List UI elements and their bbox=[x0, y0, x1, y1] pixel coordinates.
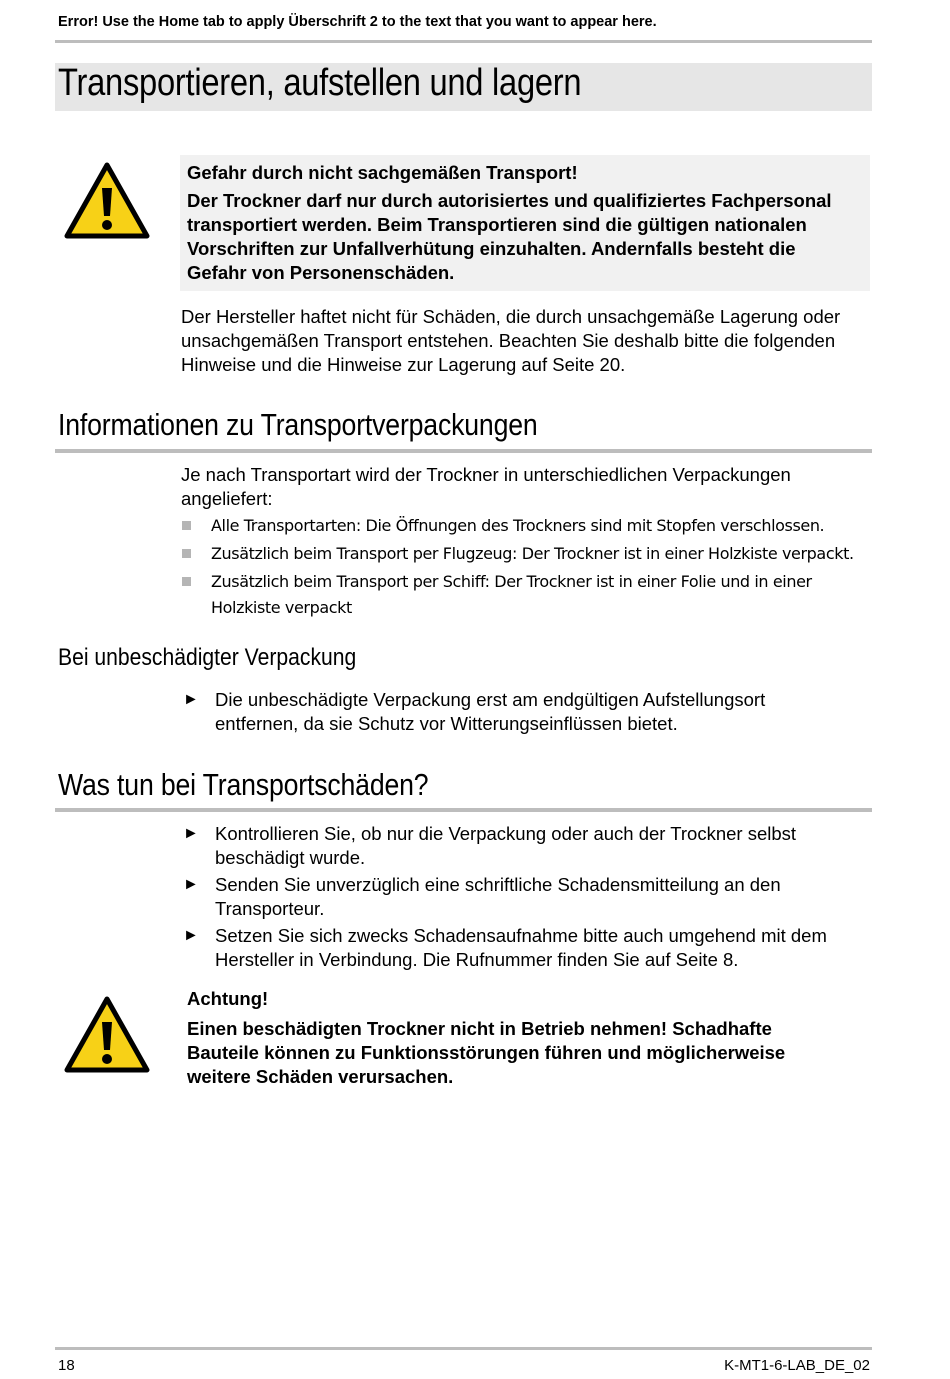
arrow-right-icon: ► bbox=[183, 927, 199, 944]
warning-line: Einen beschädigten Trockner nicht in Betrieb nehmen! Schadhafte bbox=[187, 1018, 772, 1039]
warning-line: Vorschriften zur Unfallverhütung einzuhalten. Andernfalls besteht die bbox=[187, 238, 796, 259]
heading-undamaged: Bei unbeschädigter Verpackung bbox=[58, 644, 357, 671]
bullet-square-icon bbox=[182, 549, 191, 558]
packaging-list bbox=[181, 513, 871, 623]
list-item: Zusätzlich beim Transport per Flugzeug: Der Trockner ist in einer Holzkiste verpackt. bbox=[181, 541, 871, 567]
list-item: ► Senden Sie unverzüglich eine schriftliche Schadensmitteilung an den Transporteur. bbox=[183, 874, 781, 919]
page-title: Transportieren, aufstellen und lagern bbox=[58, 62, 582, 104]
running-header: Error! Use the Home tab to apply Überschrift 2 to the text that you want to appear here. bbox=[58, 14, 657, 30]
warning-line: transportiert werden. Beim Transportieren sind die gültigen nationalen bbox=[187, 214, 807, 235]
warning-line: Bauteile können zu Funktionsstörungen führen und möglicherweise bbox=[187, 1042, 786, 1063]
page-number: 18 bbox=[58, 1357, 75, 1374]
warning-text bbox=[187, 189, 867, 285]
bullet-square-icon bbox=[182, 521, 191, 530]
undamaged-list bbox=[181, 688, 871, 739]
paragraph-line: Hinweise und die Hinweise zur Lagerung auf Seite 20. bbox=[181, 354, 626, 375]
paragraph-line: angeliefert: bbox=[181, 488, 273, 509]
damage-list bbox=[181, 822, 871, 975]
warning-line: weitere Schäden verursachen. bbox=[187, 1066, 454, 1087]
warning-triangle-icon bbox=[64, 162, 150, 240]
packaging-intro bbox=[181, 463, 871, 511]
arrow-right-icon: ► bbox=[183, 691, 199, 708]
paragraph-line: Je nach Transportart wird der Trockner in unterschiedlichen Verpackungen bbox=[181, 464, 791, 485]
heading-packaging: Informationen zu Transportverpackungen bbox=[58, 407, 538, 442]
list-item: ► Setzen Sie sich zwecks Schadensaufnahme bitte auch umgehend mit dem Hersteller in Verbindung. Die Rufnummer finden Sie auf Seite 8. bbox=[183, 925, 827, 970]
warning-triangle-icon bbox=[64, 996, 150, 1074]
list-item: ► Kontrollieren Sie, ob nur die Verpackung oder auch der Trockner selbst beschädigt wurde. bbox=[183, 823, 797, 868]
attention-title: Achtung! bbox=[187, 988, 269, 1009]
attention-text bbox=[187, 1017, 867, 1089]
bullet-square-icon bbox=[182, 577, 191, 586]
arrow-right-icon: ► bbox=[183, 876, 199, 893]
list-item: Alle Transportarten: Die Öffnungen des Trockners sind mit Stopfen verschlossen. bbox=[181, 513, 871, 539]
document-code: K-MT1-6-LAB_DE_02 bbox=[724, 1357, 870, 1374]
warning-line: Der Trockner darf nur durch autorisiertes und qualifiziertes Fachpersonal bbox=[187, 190, 832, 211]
paragraph-line: Der Hersteller haftet nicht für Schäden, die durch unsachgemäße Lagerung oder bbox=[181, 306, 841, 327]
section-rule bbox=[55, 449, 872, 453]
paragraph-line: unsachgemäßen Transport entstehen. Beachten Sie deshalb bitte die folgenden bbox=[181, 330, 836, 351]
heading-damage: Was tun bei Transportschäden? bbox=[58, 767, 429, 802]
footer-rule bbox=[55, 1347, 872, 1350]
intro-paragraph bbox=[181, 305, 871, 377]
section-rule bbox=[55, 808, 872, 812]
list-item: Zusätzlich beim Transport per Schiff: Der Trockner ist in einer Folie und in einer Holzkiste verpackt bbox=[181, 569, 851, 621]
warning-line: Gefahr von Personenschäden. bbox=[187, 262, 455, 283]
header-rule bbox=[55, 40, 872, 43]
warning-title: Gefahr durch nicht sachgemäßen Transport! bbox=[187, 162, 578, 183]
arrow-right-icon: ► bbox=[183, 825, 199, 842]
list-item: ► Die unbeschädigte Verpackung erst am endgültigen Aufstellungsort entfernen, da sie Schutz vor Witterungseinflüssen bietet. bbox=[183, 689, 766, 734]
